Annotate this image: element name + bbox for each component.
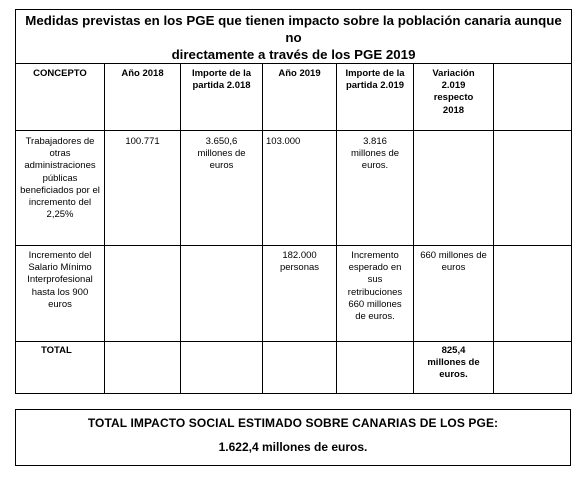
row2-anio-2019: 182.000 personas [279,250,320,274]
cell-importe-2018 [181,131,263,246]
header-concepto-label: CONCEPTO [33,68,87,79]
summary-title: TOTAL IMPACTO SOCIAL ESTIMADO SOBRE CANARIAS DE LOS PGE: [87,416,499,430]
row2-importe-2019: Incremento esperado en sus retribuciones 660 millones de euros. [347,250,403,323]
header-empty [494,64,572,131]
row3-concepto: TOTAL [41,345,72,356]
row2-concepto: Incremento del Salario Mínimo Interprofesional hasta los 900 euros [27,250,93,310]
header-variacion-label: Variación 2.019 respecto 2018 [432,68,475,116]
header-importe-2018-label: Importe de la partida 2.018 [191,68,252,92]
cell-extra [494,246,572,342]
row2-variacion: 660 millones de euros [420,250,487,274]
cell-concepto [16,131,105,246]
title-line-2: directamente a través de los PGE 2019 [171,47,416,62]
table-row [16,246,572,342]
cell-variacion-total [414,342,494,394]
cell-anio-2018 [105,131,181,246]
cell-anio-2019 [263,246,337,342]
cell-importe-2019 [337,131,414,246]
row3-variacion: 825,4 millones de euros. [427,345,480,381]
header-importe-2019-label: Importe de la partida 2.019 [345,68,405,92]
cell-extra [494,342,572,394]
header-anio-2018 [105,64,181,131]
cell-importe-2019 [337,342,414,394]
header-variacion [414,64,494,131]
cell-concepto [16,246,105,342]
table-row [16,342,572,394]
cell-anio-2019 [263,131,337,246]
cell-anio-2018 [105,342,181,394]
cell-extra [494,131,572,246]
row1-anio-2018: 100.771 [125,136,160,147]
row1-importe-2018: 3.650,6 millones de euros [197,136,246,172]
header-anio-2018-label: Año 2018 [121,68,164,79]
header-anio-2019-label: Año 2019 [278,68,321,79]
header-importe-2019 [337,64,414,131]
row1-concepto: Trabajadores de otras administraciones públicas beneficiados por el incremento del 2,25% [20,136,100,221]
title-line-1: Medidas previstas en los PGE que tienen impacto sobre la población canaria aunque no [25,13,562,45]
cell-variacion [414,131,494,246]
measures-table [15,9,572,394]
header-concepto [16,64,105,131]
summary-box [15,409,571,466]
table-title [16,10,572,64]
header-importe-2018 [181,64,263,131]
table-row [16,131,572,246]
row1-importe-2019: 3.816 millones de euros. [350,136,400,172]
row1-anio-2019: 103.000 [266,136,301,147]
cell-importe-2019 [337,246,414,342]
cell-importe-2018 [181,342,263,394]
cell-total-label [16,342,105,394]
cell-variacion [414,246,494,342]
summary-total: 1.622,4 millones de euros. [218,440,368,454]
cell-anio-2018 [105,246,181,342]
header-anio-2019 [263,64,337,131]
cell-importe-2018 [181,246,263,342]
cell-anio-2019 [263,342,337,394]
